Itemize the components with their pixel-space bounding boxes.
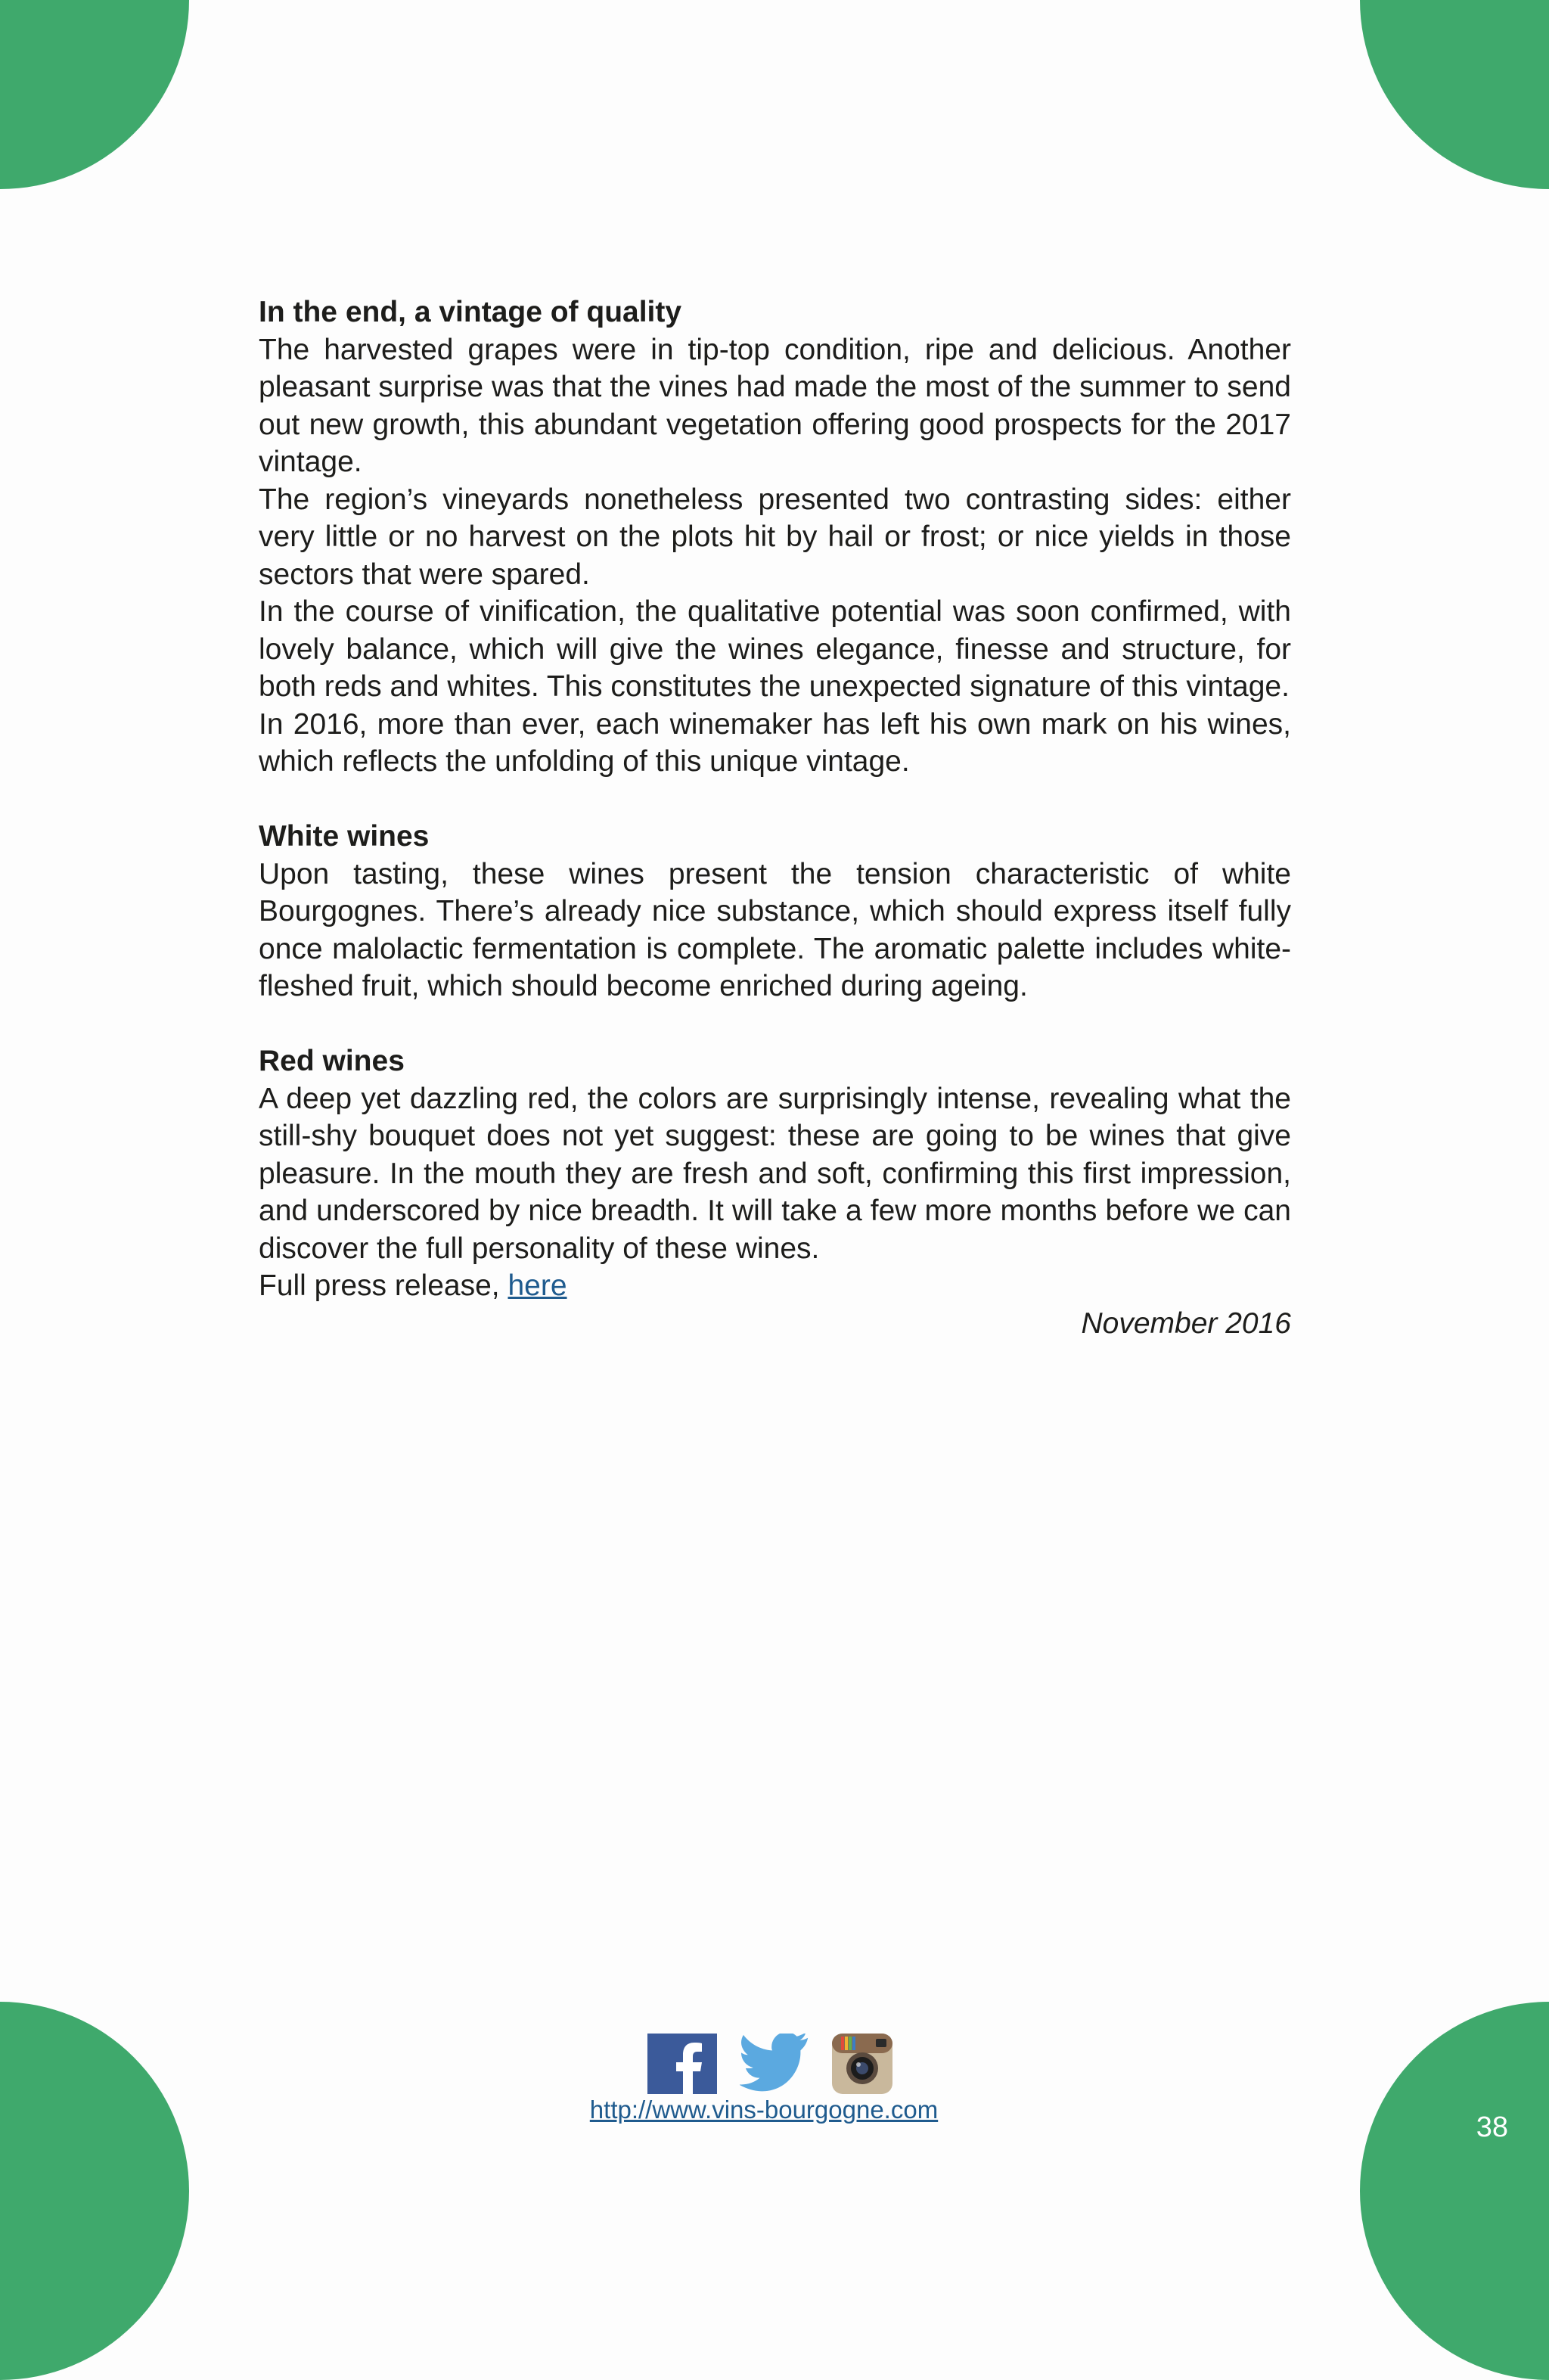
paragraph: In 2016, more than ever, each winemaker has left his own mark on his wines, which reflects the unfolding of this unique vintage. <box>259 707 1291 778</box>
paragraph: Upon tasting, these wines present the tension characteristic of white Bourgognes. There’s already nice substance, which should express itself fully once malolactic fermentation is complete. The aromatic palette includes white-fleshed fruit, which should become enriched during ageing. <box>259 857 1291 1002</box>
section-heading-vintage: In the end, a vintage of quality <box>259 296 682 328</box>
section-heading-white-wines: White wines <box>259 820 430 853</box>
paragraph: In the course of vinification, the qualitative potential was soon confirmed, with lovely balance, which will give the wines elegance, finesse and structure, for both reds and whites. This constitutes the unexpected signature of this vintage. <box>259 595 1291 703</box>
facebook-icon[interactable] <box>647 2034 717 2094</box>
publication-date: November 2016 <box>1081 1307 1291 1340</box>
article-body <box>259 294 1291 1342</box>
social-icons <box>647 2034 892 2094</box>
corner-decoration-top-left <box>0 0 189 189</box>
instagram-icon[interactable] <box>832 2034 892 2094</box>
corner-decoration-bottom-right <box>1360 2002 1549 2380</box>
press-release-link[interactable]: here <box>508 1269 567 1302</box>
twitter-icon[interactable] <box>740 2034 809 2094</box>
paragraph: The harvested grapes were in tip-top condition, ripe and delicious. Another pleasant surprise was that the vines had made the most of the summer to send out new growth, this abundant vegetation offering good prospects for the 2017 vintage. <box>259 333 1291 478</box>
website-link[interactable]: http://www.vins-bourgogne.com <box>589 2096 939 2124</box>
corner-decoration-top-right <box>1360 0 1549 189</box>
press-release-line <box>259 1267 1291 1305</box>
paragraph: The region’s vineyards nonetheless presented two contrasting sides: either very little or no harvest on the plots hit by hail or frost; or nice yields in those sectors that were spared. <box>259 483 1291 591</box>
section-heading-red-wines: Red wines <box>259 1045 405 1077</box>
page-number: 38 <box>1476 2111 1508 2143</box>
press-release-text: Full press release, <box>259 1269 508 1302</box>
corner-decoration-bottom-left <box>0 2002 189 2380</box>
paragraph: A deep yet dazzling red, the colors are surprisingly intense, revealing what the still-shy bouquet does not yet suggest: these are going to be wines that give pleasure. In the mouth they are fresh and soft, confirming this first impression, and underscored by nice breadth. It will take a few more months before we can discover the full personality of these wines. <box>259 1082 1291 1265</box>
